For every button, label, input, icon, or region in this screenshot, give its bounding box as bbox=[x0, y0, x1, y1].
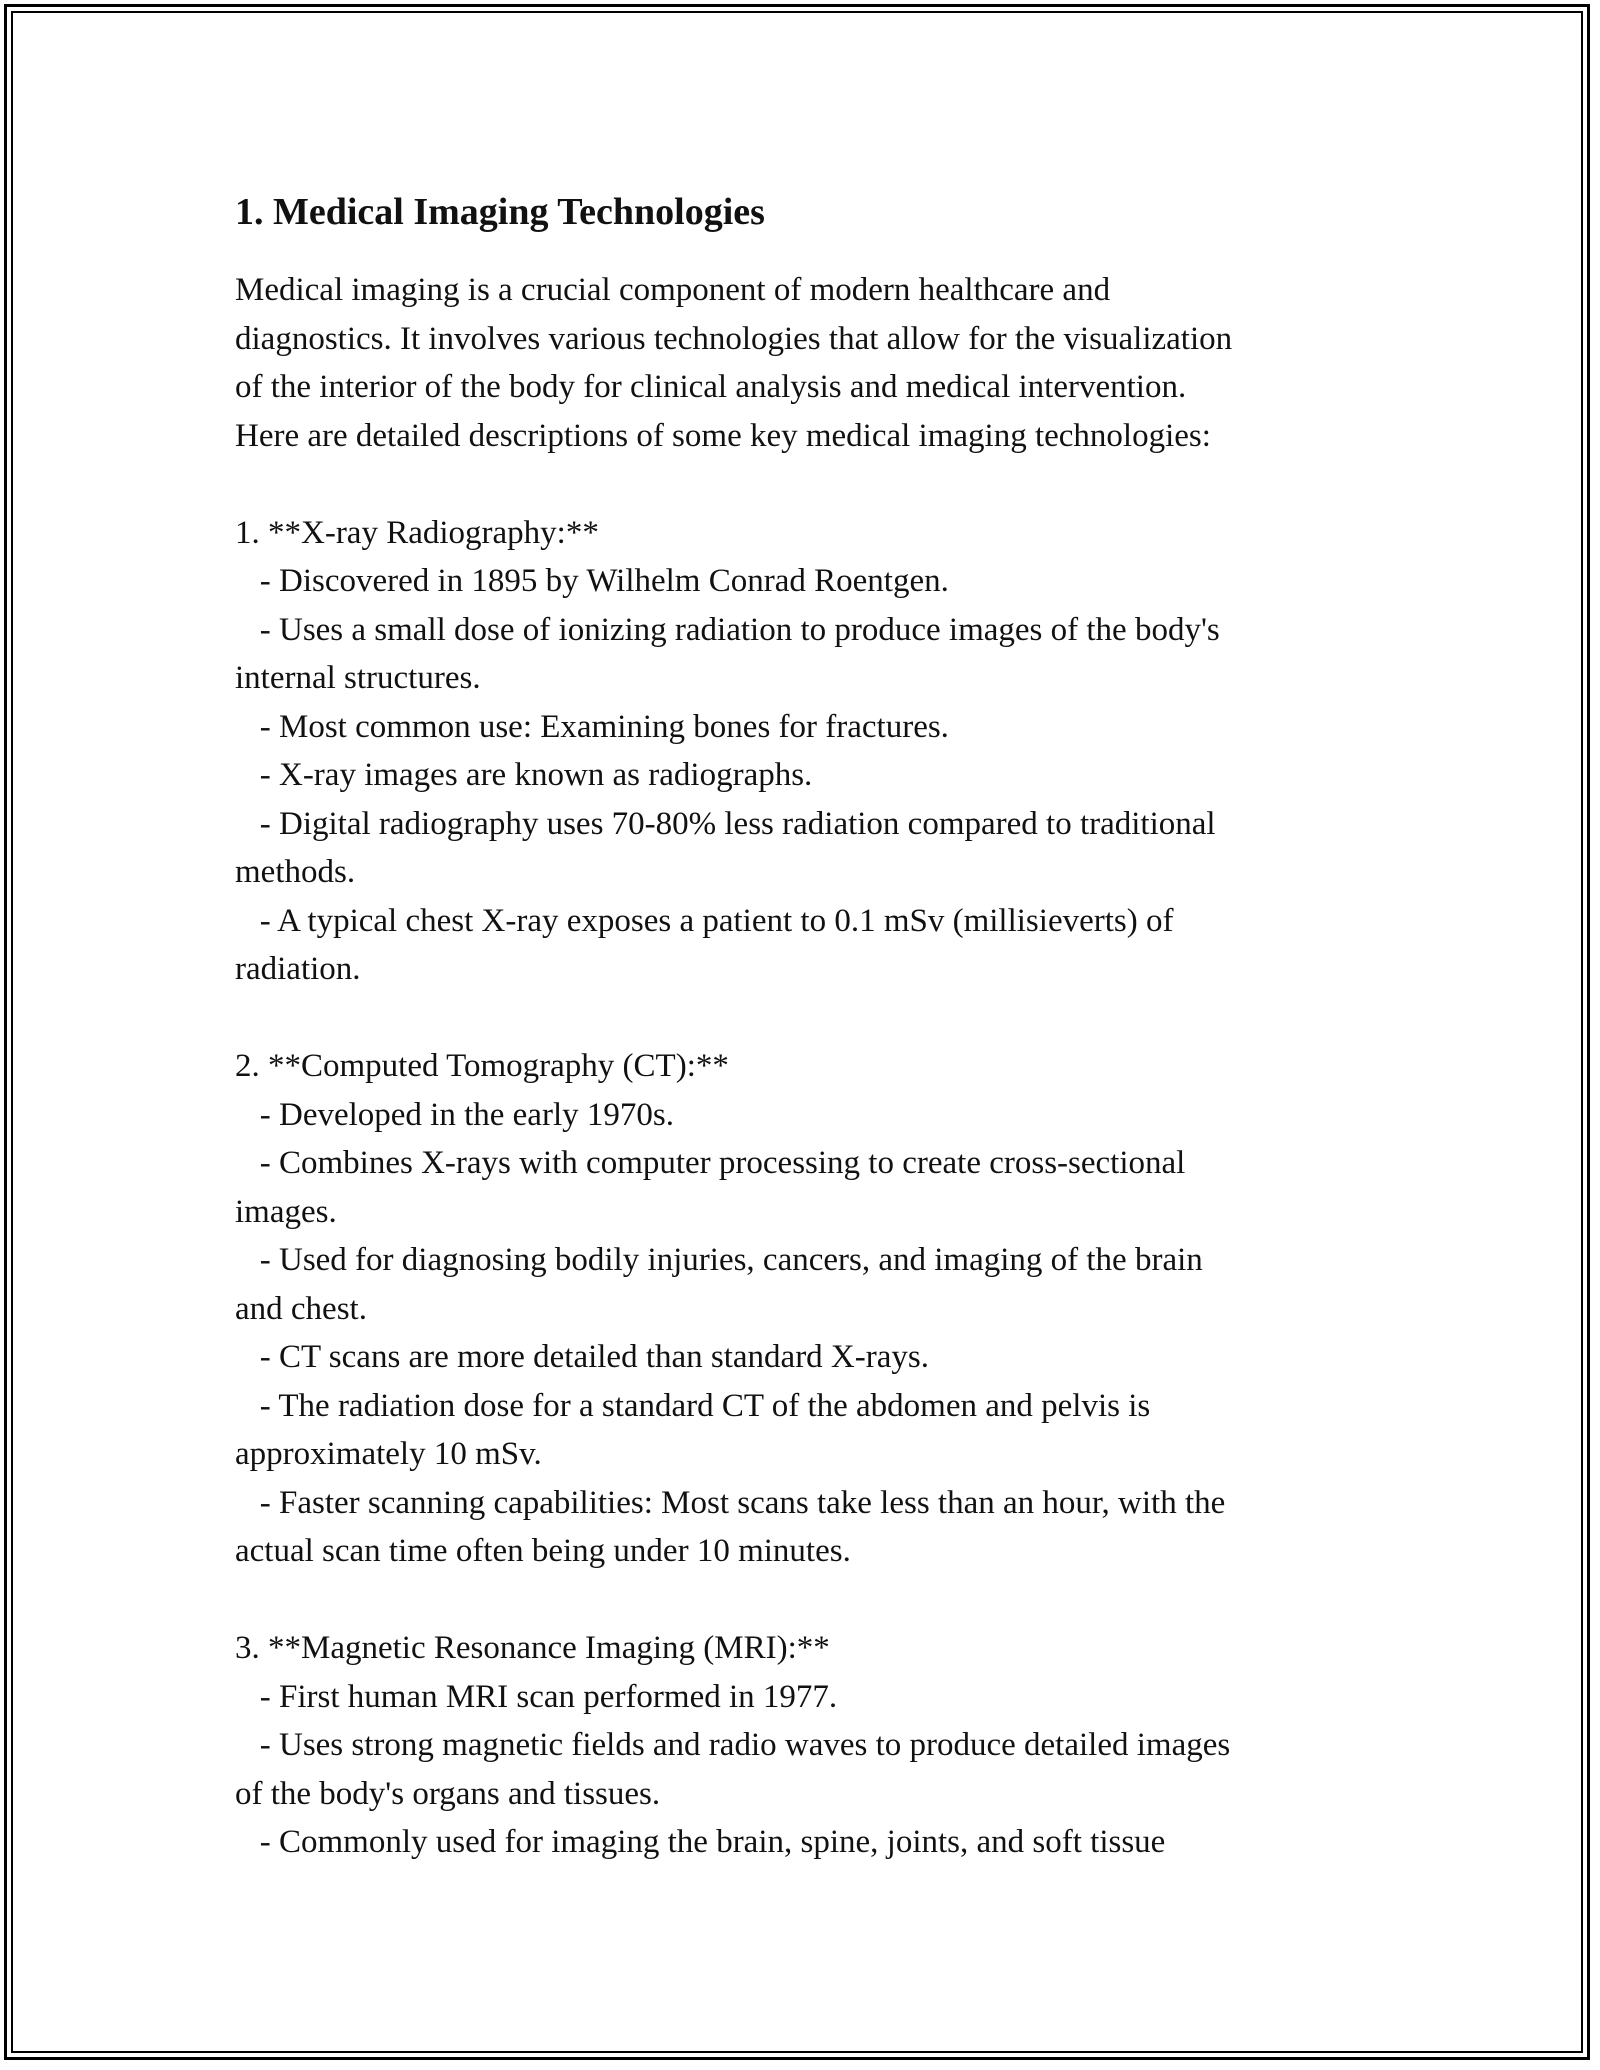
document-content bbox=[235, 186, 1365, 1867]
document-body: Medical imaging is a crucial component of modern healthcare and diagnostics. It involves various technologies that allow for the visualization of the interior of the body for clinical analysis and medical intervention. Here are detailed descriptions of some key medical imaging technologies: 1. **X-ray Radiography:** - Discovered in 1895 by Wilhelm Conrad Roentgen. - Uses a small dose of ionizing radiation to produce images of the body's internal structures. - Most common use: Examining bones for fractures. - X-ray images are known as radiographs. - Digital radiography uses 70-80% less radiation compared to traditional methods. - A typical chest X-ray exposes a patient to 0.1 mSv (millisieverts) of radiation. 2. **Computed Tomography (CT):** - Developed in the early 1970s. - Combines X-rays with computer processing to create cross-sectional images. - Used for diagnosing bodily injuries, cancers, and imaging of the brain and chest. - CT scans are more detailed than standard X-rays. - The radiation dose for a standard CT of the abdomen and pelvis is approximately 10 mSv. - Faster scanning capabilities: Most scans take less than an hour, with the actual scan time often being under 10 minutes. 3. **Magnetic Resonance Imaging (MRI):** - First human MRI scan performed in 1977. - Uses strong magnetic fields and radio waves to produce detailed images of the body's organs and tissues. - Commonly used for imaging the brain, spine, joints, and soft tissue bbox=[235, 272, 1233, 1860]
page-title: 1. Medical Imaging Technologies bbox=[235, 191, 765, 233]
